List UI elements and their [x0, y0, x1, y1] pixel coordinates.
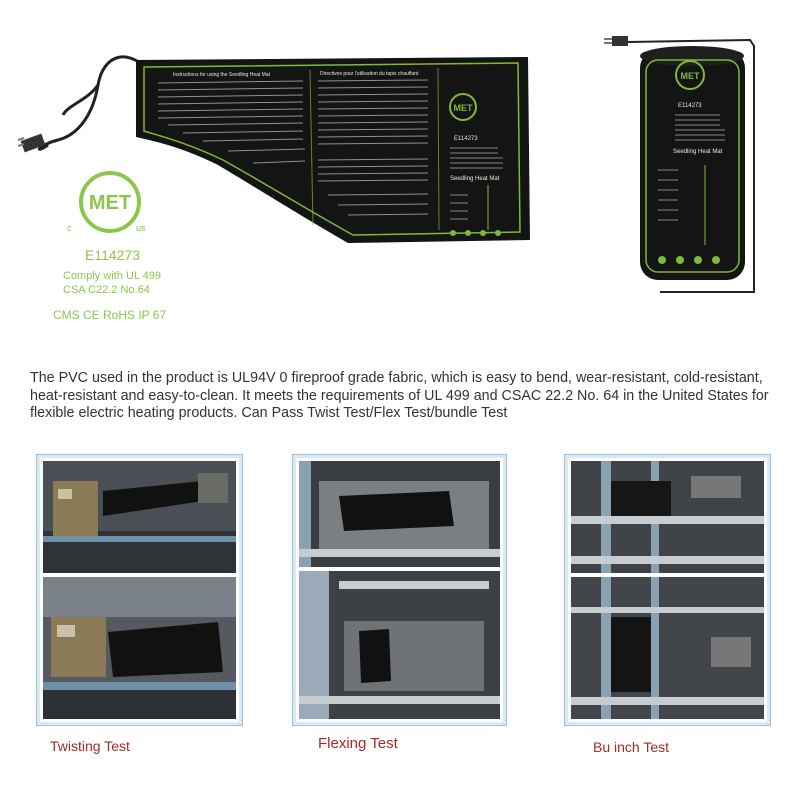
twisting-test-photo-2: [43, 577, 236, 719]
twisting-test-photo-1: [43, 461, 236, 573]
flexing-test-frame: [292, 454, 507, 726]
certification-list: CMS CE RoHS IP 67: [53, 308, 167, 322]
flexing-test-photo-1: [299, 461, 500, 567]
certification-csa: CSA C22.2 No.64: [63, 284, 150, 296]
twisting-test-frame: [36, 454, 243, 726]
rolled-label-title: Seedling Heat Mat: [673, 149, 723, 155]
rolled-label-number: E114273: [678, 103, 702, 109]
mat-instructions-title: Instructions for using the Seedling Heat Mat: [173, 72, 270, 78]
mat-instructions-title-fr: Directives pour l'utilisation du tapis chauffant: [320, 71, 419, 77]
certification-ul: Comply with UL 499: [63, 270, 162, 282]
flexing-test-caption: Flexing Test: [318, 735, 398, 752]
met-logo-text: MET: [88, 192, 132, 214]
svg-text:MET: MET: [680, 71, 700, 81]
met-certification-logo: [78, 170, 142, 234]
bundle-test-photo-2: [571, 577, 764, 719]
heat-mat-rolled-image: [600, 30, 765, 300]
flexing-test-photo-2: [299, 571, 500, 719]
mat-label-title: Seedling Heat Mat: [450, 176, 500, 182]
twisting-test-caption: Twisting Test: [50, 738, 130, 754]
certification-number: E114273: [85, 247, 141, 263]
svg-text:MET: MET: [453, 103, 473, 113]
met-logo-sub-left: c: [67, 223, 72, 233]
bundle-test-caption: Bu inch Test: [593, 739, 670, 755]
met-logo-sub-right: us: [136, 223, 146, 233]
bundle-test-frame: [564, 454, 771, 726]
product-description: The PVC used in the product is UL94V 0 fireproof grade fabric, which is easy to bend, wear-resistant, cold-resistant, heat-resistant and easy-to-clean. It meets the requirements of UL 499 and CSAC 22.2 No. 64 in the United States for flexible electric heating products. Can Pass Twist Test/Flex Test/bundle Test: [30, 370, 769, 421]
bundle-test-photo-1: [571, 461, 764, 573]
mat-label-number: E114273: [454, 136, 478, 142]
